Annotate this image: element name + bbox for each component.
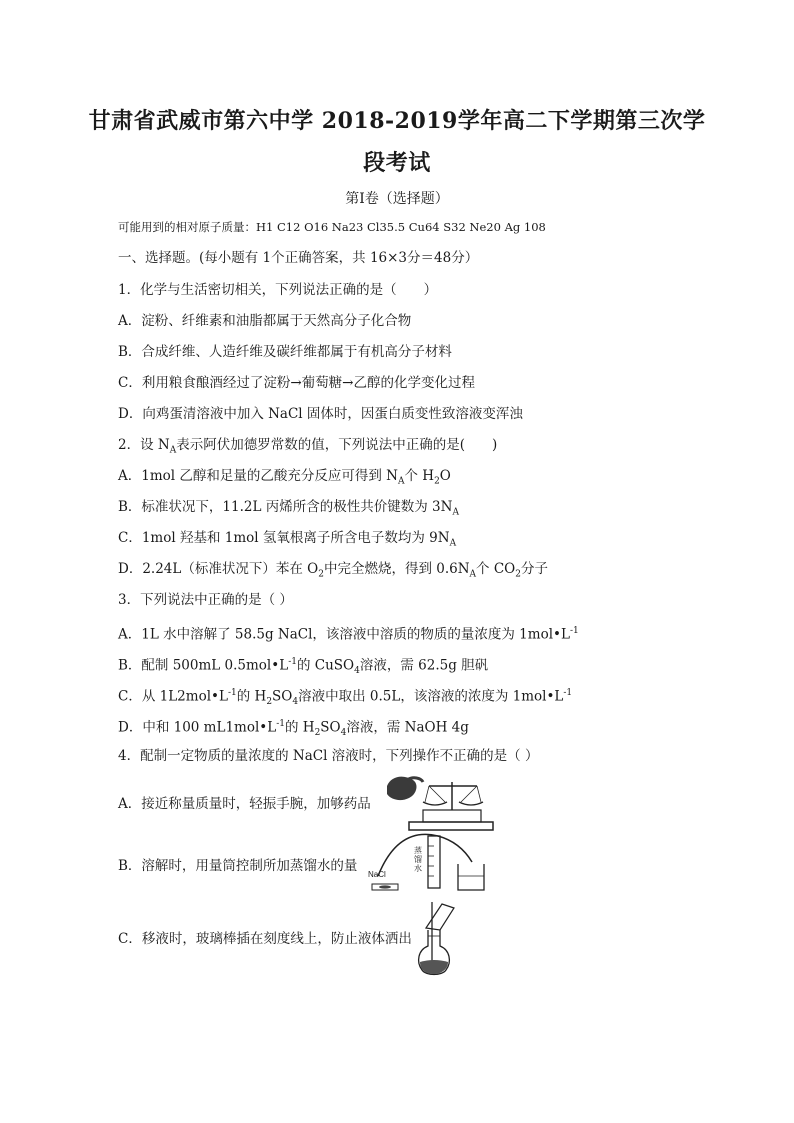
hand-shape [387,777,416,800]
q3-option-c: C．从 $1L2mol•L^{-1}$的 $H_2SO_4$溶液中取出 0.5L，该溶液的浓度为 $1mol•L^{-1}$ [118,688,573,708]
q3-stem: 3．下列说法中正确的是（ ） [118,592,293,608]
q3-option-d: D．中和 100 $mL1mol•L^{-1}$的 $H_2SO_4$溶液，需 NaOH 4g [118,719,469,739]
volumetric-flask-figure [414,900,464,980]
beaker [458,864,484,890]
part-heading: 一、选择题。(每小题有 1个正确答案，共 16×3分＝48分） [118,250,479,266]
q1-option-c: C．利用粮食酿酒经过了淀粉→葡萄糖→乙醇的化学变化过程 [118,375,475,391]
q1-option-a: A．淀粉、纤维素和油脂都属于天然高分子化合物 [118,313,412,329]
q1-option-d: D．向鸡蛋清溶液中加入 NaCl 固体时，因蛋白质变性致溶液变浑浊 [118,406,523,422]
q2-stem: 2．设 $N_A$表示阿伏加德罗常数的值，下列说法中正确的是( ) [118,437,498,456]
q3-option-b: B．配制 500mL $0.5mol•L^{-1}$的 CuSO$_4$溶液，需 62.5g 胆矾 [118,657,489,677]
dissolving-figure [368,832,488,894]
q2-option-c: C．1mol 羟基和 1mol 氢氧根离子所含电子数均为 $9N_A$ [118,530,457,549]
q4-stem: 4．配制一定物质的量浓度的 NaCl 溶液时，下列操作不正确的是（ ） [118,748,539,764]
right-pan [459,802,483,805]
balance-base [409,822,493,830]
balance-scale-figure [383,772,495,832]
q4-option-c: C．移液时，玻璃棒插在刻度线上，防止液体洒出 [118,931,412,947]
section-title: 第I卷（选择题） [345,191,449,207]
distilled-water-label: 蒸馏水 [414,846,422,873]
atomic-masses: 可能用到的相对原子质量：H1 C12 O16 Na23 Cl35.5 Cu64 S32 Ne20 Ag 108 [118,220,546,234]
q2-option-b: B．标准状况下，11.2L 丙烯所含的极性共价键数为 $3N_A$ [118,499,459,518]
exam-title-line2: 段考试 [363,150,431,176]
pouring-beaker [426,904,454,930]
nacl-label: NaCl [368,870,386,879]
q4-option-b: B．溶解时，用量筒控制所加蒸馏水的量 [118,858,358,874]
q1-option-b: B．合成纤维、人造纤维及碳纤维都属于有机高分子材料 [118,344,452,360]
q4-option-a: A．接近称量质量时，轻振手腕，加够药品 [118,796,371,812]
graduated-cylinder [428,836,440,888]
q2-option-d: D．2.24L（标准状况下）苯在 $O_2$中完全燃烧，得到 $0.6N_A$个 $CO_2$分子 [118,561,548,580]
exam-title-line1: 甘肃省武威市第六中学 2018-2019学年高二下学期第三次学 [88,108,706,134]
q2-option-a: A．1mol 乙醇和足量的乙酸充分反应可得到 $N_A$个 $H_2O$ [118,468,451,487]
q1-stem: 1．化学与生活密切相关，下列说法正确的是（ ） [118,282,438,298]
left-pan [423,802,447,805]
q3-option-a: A．1L 水中溶解了 58.5g NaCl，该溶液中溶质的物质的量浓度为 $1mol•L^{-1}$ [118,626,579,643]
